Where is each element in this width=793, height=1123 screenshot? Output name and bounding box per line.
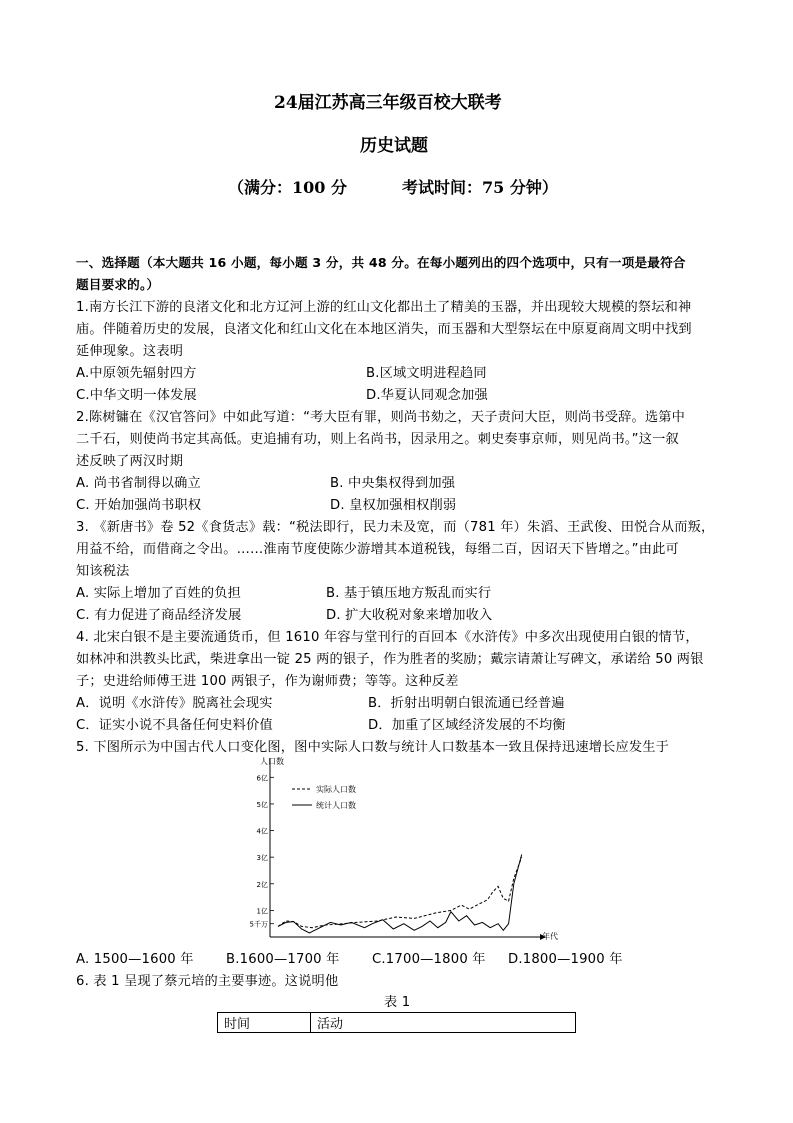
table-header-row (218, 1013, 576, 1033)
q3-option-b[interactable]: B. 基于镇压地方叛乱而实行 (326, 586, 492, 601)
q4-line3: 子；史进给师傅王进 100 两银子，作为谢师费；等等。这种反差 (76, 674, 459, 689)
q4-option-b[interactable]: B．折射出明朝白银流通已经普遍 (368, 696, 565, 711)
y-tick-label: 3亿 (256, 854, 268, 863)
table-header-activity: 活动 (311, 1013, 576, 1033)
q1-option-c[interactable]: C.中华文明一体发展 (76, 388, 197, 403)
q3-line2: 用益不给，而借商之令出。……淮南节度使陈少游增其本道税钱，每缗二百，因诏天下皆增之。”由此可 (76, 542, 679, 557)
q3-line3: 知该税法 (76, 564, 130, 579)
legend-stat: 统计人口数 (316, 801, 356, 810)
q4-option-a[interactable]: A．说明《水浒传》脱离社会现实 (76, 696, 273, 711)
q4-line2: 如林冲和洪教头比武，柴进拿出一锭 25 两的银子，作为胜者的奖励；戴宗请萧让写碑文，承诺给 50 两银 (76, 652, 704, 667)
y-axis-label: 人口数 (260, 757, 284, 766)
q5-option-c[interactable]: C.1700—1800 年 (372, 952, 486, 967)
actual-population-line (278, 857, 522, 928)
y-tick-label: 5亿 (256, 800, 268, 809)
y-tick-label: 5千万 (249, 920, 268, 929)
q4-line1: 4. 北宋白银不是主要流通货币，但 1610 年容与堂刊行的百回本《水浒传》中多次出现使用白银的情节， (76, 630, 699, 645)
q3-line1: 3. 《新唐书》卷 52《食货志》载：“税法即行，民力未及宽，而（781 年）朱滔、王武俊、田悦合从而叛， (76, 520, 715, 535)
table-header-time: 时间 (218, 1013, 311, 1033)
population-chart (240, 752, 558, 952)
subject-title: 历史试题 (360, 136, 428, 156)
q6-line: 6. 表 1 呈现了蔡元培的主要事迹。这说明他 (76, 974, 339, 989)
section-heading-line1: 一、选择题（本大题共 16 小题，每小题 3 分，共 48 分。在每小题列出的四个选项中，只有一项是最符合 (76, 255, 686, 270)
table-caption: 表 1 (384, 995, 411, 1010)
y-tick-label: 6亿 (256, 774, 268, 783)
q1-option-a[interactable]: A.中原领先辐射四方 (76, 366, 197, 381)
q3-option-c[interactable]: C. 有力促进了商品经济发展 (76, 608, 242, 623)
q5-option-d[interactable]: D.1800—1900 年 (508, 952, 623, 967)
y-tick-label: 2亿 (256, 880, 268, 889)
q2-option-b[interactable]: B. 中央集权得到加强 (330, 476, 456, 491)
events-table (217, 1012, 576, 1033)
y-tick-label: 4亿 (256, 827, 268, 836)
y-tick-label: 1亿 (256, 907, 268, 916)
q2-line3: 述反映了两汉时期 (76, 454, 184, 469)
q2-option-c[interactable]: C. 开始加强尚书职权 (76, 498, 202, 513)
score-info: （满分：100 分 (228, 178, 347, 197)
legend-actual: 实际人口数 (316, 785, 356, 794)
x-axis-label: 年代 (542, 932, 558, 941)
q4-option-c[interactable]: C．证实小说不具备任何史料价值 (76, 718, 273, 733)
q4-option-d[interactable]: D．加重了区域经济发展的不均衡 (368, 718, 566, 733)
q2-line1: 2.陈树镛在《汉官答问》中如此写道：“考大臣有罪，则尚书劾之，天子责问大臣，则尚书受辞。选第中 (76, 410, 686, 425)
q5-option-a[interactable]: A. 1500—1600 年 (76, 952, 194, 967)
q5-option-b[interactable]: B.1600—1700 年 (226, 952, 340, 967)
q1-line2: 庙。伴随着历史的发展，良渚文化和红山文化在本地区消失，而玉器和大型祭坛在中原夏商周文明中找到 (76, 322, 692, 337)
section-heading-line2: 题目要求的。） (76, 277, 160, 292)
q1-line3: 延伸现象。这表明 (76, 344, 184, 359)
q3-option-a[interactable]: A. 实际上增加了百姓的负担 (76, 586, 242, 601)
statistical-population-line (278, 855, 522, 934)
q1-option-d[interactable]: D.华夏认同观念加强 (366, 388, 488, 403)
q5-line: 5. 下图所示为中国古代人口变化图，图中实际人口数与统计人口数基本一致且保持迅速增长应发生于 (76, 740, 670, 755)
q1-option-b[interactable]: B.区域文明进程趋同 (366, 366, 487, 381)
exam-title: 24届江苏高三年级百校大联考 (274, 93, 502, 113)
q2-option-d[interactable]: D. 皇权加强相权削弱 (330, 498, 457, 513)
q2-line2: 二千石，则使尚书定其高低。吏追捕有功，则上名尚书，因录用之。刺史奏事京师，则见尚书。”这一叙 (76, 432, 679, 447)
q2-option-a[interactable]: A. 尚书省制得以确立 (76, 476, 201, 491)
time-info: 考试时间：75 分钟） (402, 178, 558, 197)
q1-line1: 1.南方长江下游的良渚文化和北方辽河上游的红山文化都出土了精美的玉器，并出现较大规模的祭坛和神 (76, 300, 692, 315)
q3-option-d[interactable]: D. 扩大收税对象来增加收入 (326, 608, 493, 623)
